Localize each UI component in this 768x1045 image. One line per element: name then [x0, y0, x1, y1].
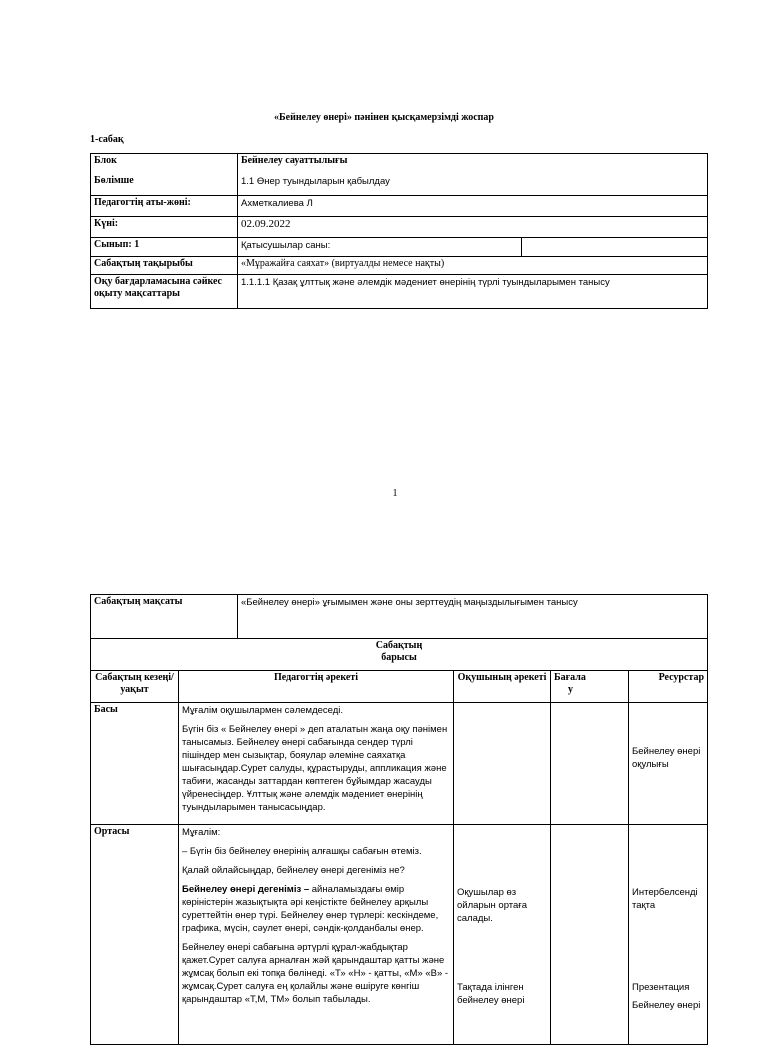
page-number: 1: [392, 488, 398, 499]
start-resource: Бейнелеу өнері оқулығы: [629, 703, 708, 825]
middle-teacher-activity: [179, 825, 454, 1045]
block-value-cell: [238, 154, 708, 196]
block-label: Блок: [94, 155, 117, 166]
block-value: Бейнелеу сауаттылығы: [241, 155, 348, 166]
block-label-cell: [91, 154, 238, 196]
objectives-value: 1.1.1.1 Қазақ ұлттық және әлемдік мәдениет өнерінің түрлі туындыларымен танысу: [238, 275, 708, 309]
teacher-label: Педагогтің аты-жөні:: [91, 196, 238, 217]
document-title: «Бейнелеу өнері» пәнінен қысқамерзімді жоспар: [274, 112, 494, 123]
stage-middle: Ортасы: [91, 825, 179, 1045]
header-table: [90, 153, 708, 309]
middle-tools: Бейнелеу өнері сабағына әртүрлі құрал-жабдықтар қажет.Сурет салуға арналған жәй қарындаштар қатты және жұмсақ болып екі топқа бөлінеді. «Т» «Н» - қатты, «М» «В» - жұмсақ.Сурет салуға ең қолайлы және өшіруге көнгіш қарындаштар «Т,М, ТМ» болып табылады.: [182, 942, 449, 1005]
progress-title-line-1: Сабақтың: [375, 640, 423, 651]
topic-value: «Мұражайға саяхат» (виртуалды немесе нақты): [238, 257, 708, 275]
col-assessment-line-2: у: [568, 684, 573, 695]
progress-title-cell: [91, 639, 708, 671]
resource-interactive-board: Интербелсенді тақта: [632, 887, 698, 911]
participants-label: Қатысушылар саны:: [238, 238, 522, 257]
progress-title-line-2: барысы: [381, 652, 417, 663]
teacher-value: Ахметкалиева Л: [238, 196, 708, 217]
middle-resources: [629, 825, 708, 1045]
col-teacher-header: Педагогтің әрекеті: [179, 671, 454, 703]
goal-label: Сабақтың мақсаты: [91, 595, 238, 639]
definition-text: айналамыздағы өмір көріністерін жазықтықта әрі кеңістікте бейнелеу арқылы суреттейтін өнер түрі. Бейнелеу өнер түрлері: кескіндеме, графика, мүсін, сәулет өнері, сәндік-қолданбалы өнер.: [182, 884, 439, 934]
student-response: Оқушылар өз ойларын ортаға салады.: [457, 887, 528, 924]
col-assessment-header: [551, 671, 629, 703]
lesson-number: 1-сабақ: [90, 134, 124, 145]
start-assessment: [551, 703, 629, 825]
start-greeting: Мұғалім оқушылармен сәлемдеседі.: [182, 705, 344, 716]
start-intro: Бүгін біз « Бейнелеу өнері » деп аталатын жаңа оқу пәнімен танысамыз. Бейнелеу өнері сабағында сендер түрлі пішіндер мен сызықтар, бояулар әлеміне саяхатқа шығасыңдар.Сурет салуды, құрастыруды, аппликация және табиғи, жасанды заттардан көптеген бұйымдар жасауды үйренесіңдер. Ұлттық және әлемдік мәдениет өнерінің туындыларымен танысасыңдар.: [182, 724, 448, 813]
col-stage-header: Сабақтың кезеңі/ уақыт: [91, 671, 179, 703]
goal-value: «Бейнелеу өнері» ұғымымен және оны зерттеудің маңыздылығымен танысу: [238, 595, 708, 639]
lesson-progress-table: [90, 594, 708, 1045]
topic-label: Сабақтың тақырыбы: [91, 257, 238, 275]
middle-student-activity: [454, 825, 551, 1045]
middle-assessment: [551, 825, 629, 1045]
resource-textbook: Бейнелеу өнері: [632, 1000, 701, 1011]
start-student-activity: [454, 703, 551, 825]
col-resources-header: Ресурстар: [629, 671, 708, 703]
date-label: Күні:: [91, 217, 238, 238]
middle-definition: [182, 883, 450, 935]
date-value: 02.09.2022: [238, 217, 708, 238]
definition-term: Бейнелеу өнері дегеніміз –: [182, 884, 310, 895]
stage-start: Басы: [91, 703, 179, 825]
student-board: Тақтада ілінген бейнелеу өнері: [457, 982, 525, 1006]
col-student-header: Оқушының әрекеті: [454, 671, 551, 703]
start-teacher-activity: [179, 703, 454, 825]
resource-presentation: Презентация: [632, 982, 690, 993]
middle-lesson-statement: – Бүгін біз бейнелеу өнерінің алғашқы сабағын өтеміз.: [182, 846, 422, 857]
section-label: Бөлімше: [94, 175, 134, 186]
section-value: 1.1 Өнер туындыларын қабылдау: [241, 176, 390, 187]
middle-question: Қалай ойлайсыңдар, бейнелеу өнері дегеніміз не?: [182, 865, 405, 876]
col-assessment-line-1: Бағала: [554, 672, 586, 683]
participants-value: [522, 238, 708, 257]
objectives-label: Оқу бағдарламасына сәйкес оқыту мақсаттары: [91, 275, 238, 309]
class-label: Сынып: 1: [91, 238, 238, 257]
middle-teacher-intro: Мұғалім:: [182, 827, 221, 838]
